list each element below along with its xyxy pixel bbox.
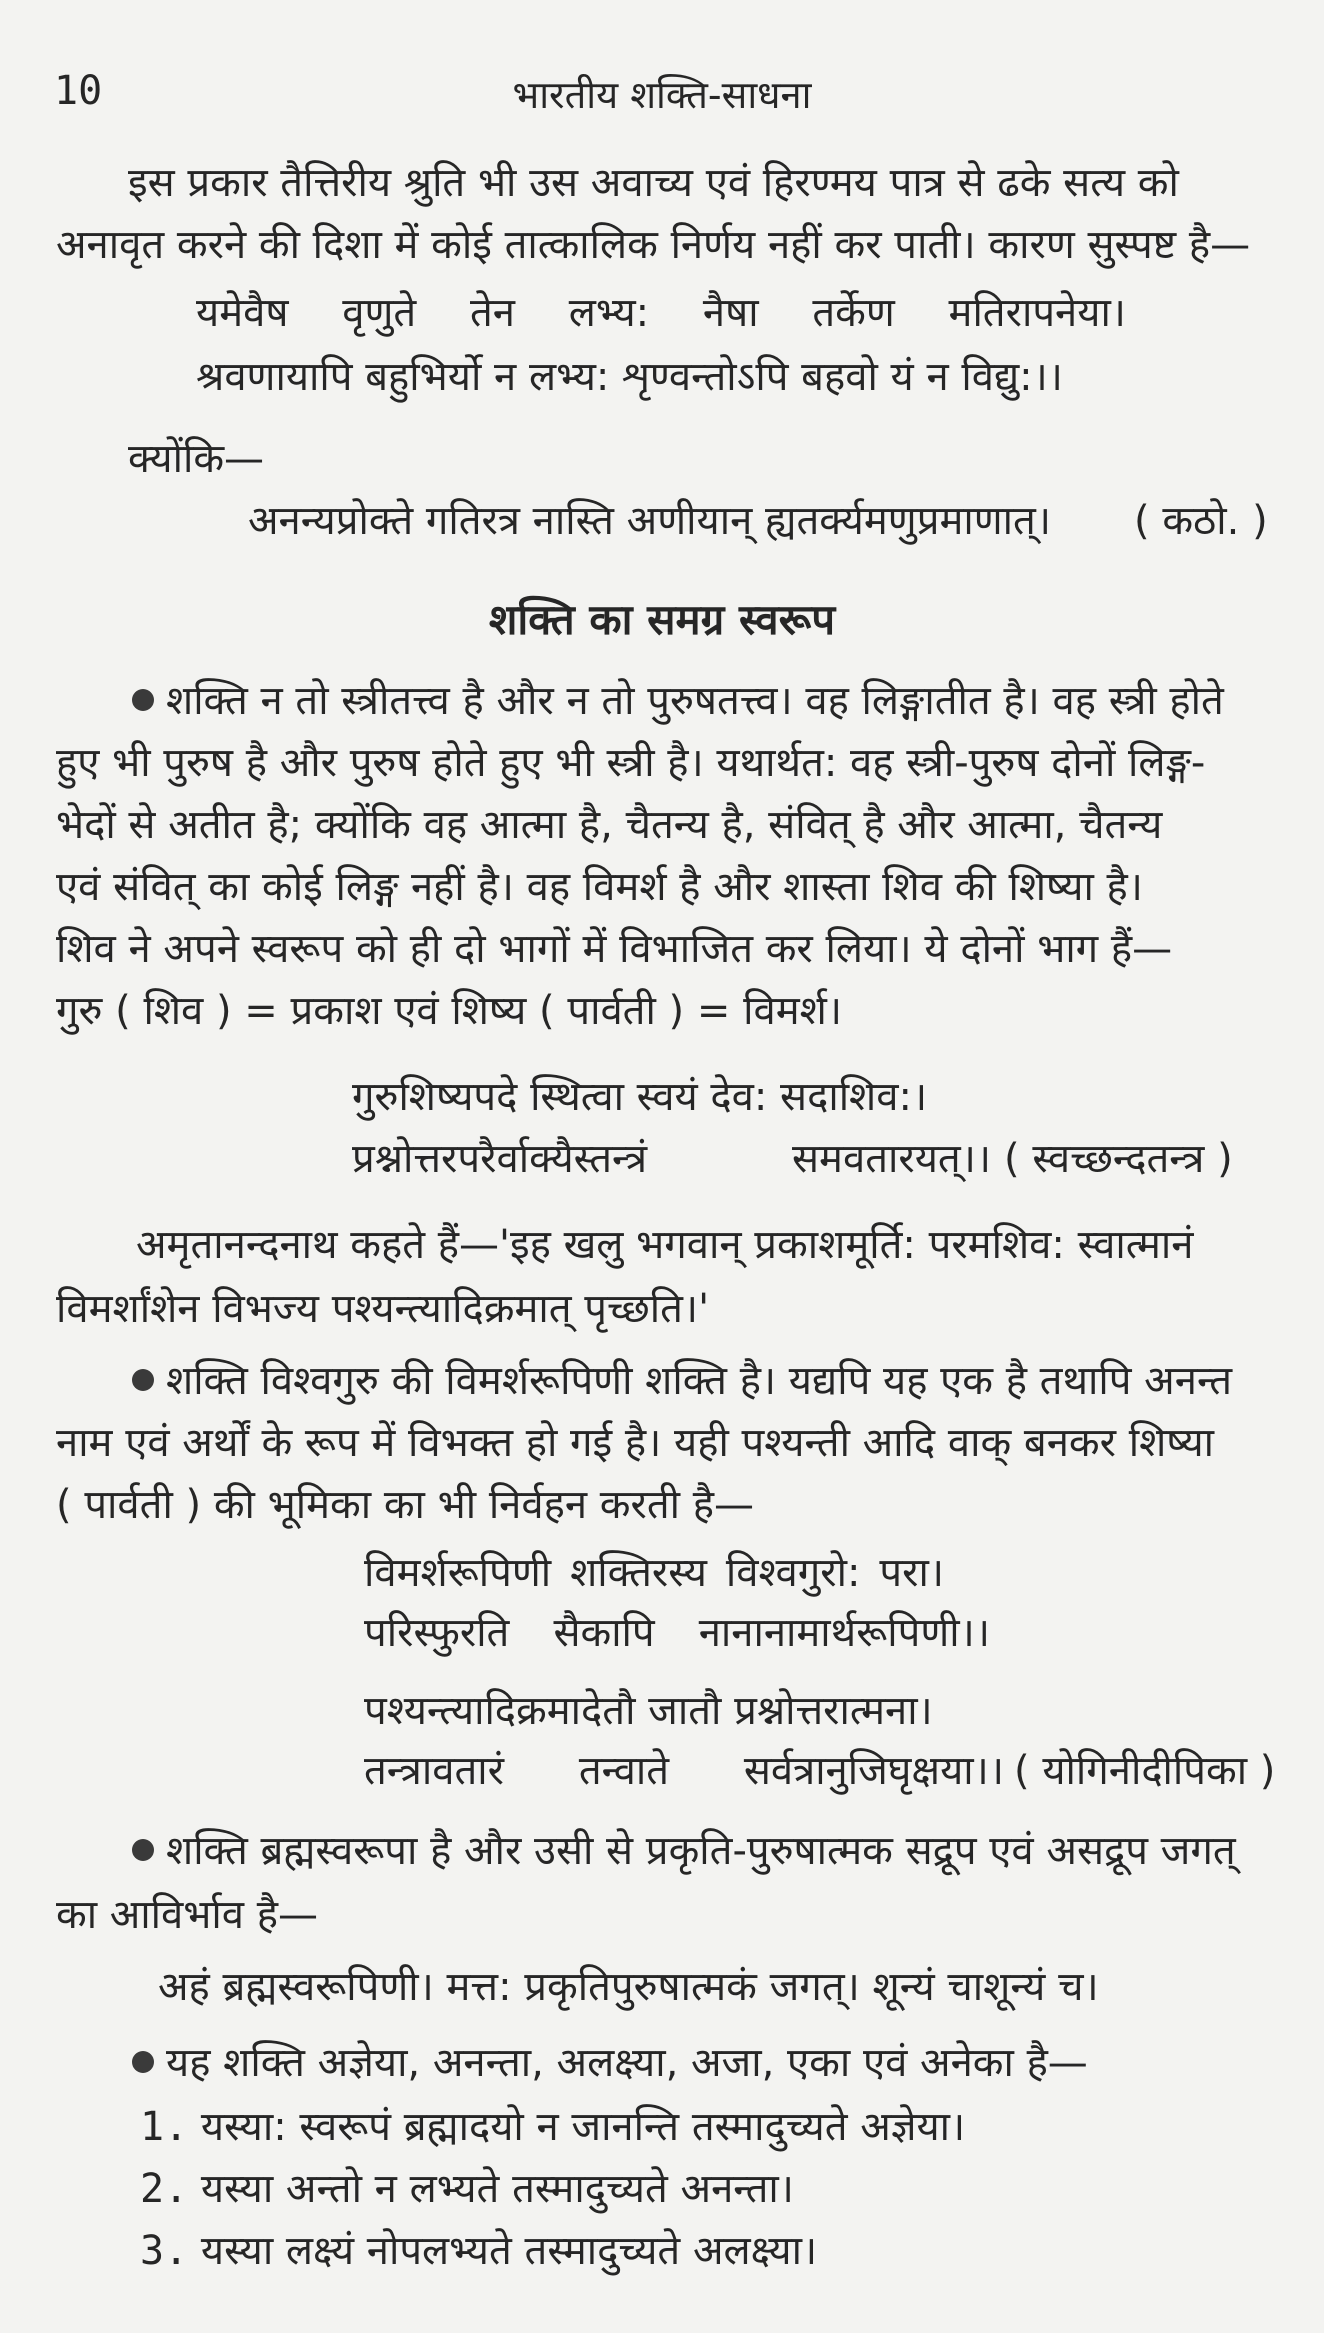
para1-line-5: शिव ने अपने स्वरूप को ही दो भागों में विभाजित कर लिया। ये दोनों भाग हैं— [56,926,1173,972]
intro-line-2: अनावृत करने की दिशा में कोई तात्कालिक निर्णय नहीं कर पाती। कारण सुस्पष्ट है— [56,222,1251,268]
amrita-line-1: अमृतानन्दनाथ कहते हैं—'इह खलु भगवान् प्रकाशमूर्ति: परमशिव: स्वात्मानं [136,1222,1194,1268]
para1-line-1 [132,676,1224,726]
bullet-icon [132,1839,154,1861]
list-item-1 [140,2102,965,2152]
list-text: यस्या अन्तो न लभ्यते तस्मादुच्यते अनन्ता। [200,2166,794,2212]
verse-block2-line-4 [364,1746,1004,1796]
verse-source-katho: ( कठो. ) [1134,498,1268,544]
verse-line-2: श्रवणायापि बहुभिर्यो न लभ्य: शृण्वन्तोऽपि बहवो यं न विद्यु:।। [196,354,1063,400]
verse-word: मतिरापनेया। [948,290,1126,336]
para4-line-1 [132,2038,1088,2088]
list-number: 1. [140,2104,189,2150]
intro-line-1: इस प्रकार तैत्तिरीय श्रुति भी उस अवाच्य एवं हिरण्मय पात्र से ढके सत्य को [128,160,1179,206]
verse-word: तन्त्रावतारं [364,1748,504,1794]
page-number: 10 [54,68,103,114]
verse-word: परा। [879,1550,944,1596]
para3-line-1 [132,1826,1236,1876]
verse-block1-line-2a: प्रश्नोत्तरपरैर्वाक्यैस्तन्त्रं [352,1136,648,1182]
section-heading: शक्ति का समग्र स्वरूप [488,595,836,644]
list-item-2 [140,2164,794,2214]
amrita-line-2: विमर्शांशेन विभज्य पश्यन्त्यादिक्रमात् पृच्छति।' [56,1286,710,1332]
list-text: यस्या: स्वरूपं ब्रह्मादयो न जानन्ति तस्मादुच्यते अज्ञेया। [200,2104,966,2150]
verse-word: तर्केण [812,290,895,336]
para3-line-2: का आविर्भाव है— [56,1892,318,1938]
verse-line-3: अनन्यप्रोक्ते गतिरत्र नास्ति अणीयान् ह्यतर्क्यमणुप्रमाणात्। [248,498,1051,544]
list-number: 3. [140,2228,189,2274]
verse-word: विमर्शरूपिणी [364,1550,552,1596]
verse-word: सैकापि [553,1610,655,1656]
para2-line-3: ( पार्वती ) की भूमिका का भी निर्वहन करती है— [56,1482,754,1528]
verse-block2-line-1 [364,1548,944,1598]
para1-line-3: भेदों से अतीत है; क्योंकि वह आत्मा है, चैतन्य है, संवित् है और आत्मा, चैतन्य [56,802,1163,848]
verse-source-svachchhanda: ( स्वच्छन्दतन्त्र ) [1004,1136,1233,1182]
verse-word: यमेवैष [196,290,289,336]
verse-block1-line-1: गुरुशिष्यपदे स्थित्वा स्वयं देव: सदाशिव:। [352,1074,928,1120]
verse-word: नैषा [702,290,759,336]
verse-block1-line-2b: समवतारयत्।। [792,1136,992,1182]
para1-line-6: गुरु ( शिव ) = प्रकाश एवं शिष्य ( पार्वती ) = विमर्श। [56,988,842,1034]
verse-word: परिस्फुरति [364,1610,510,1656]
para3-verse: अहं ब्रह्मस्वरूपिणी। मत्त: प्रकृतिपुरुषात्मकं जगत्। शून्यं चाशून्यं च। [158,1964,1099,2010]
verse-source-yoginidipika: ( योगिनीदीपिका ) [1014,1748,1276,1794]
verse-word: नानानामार्थरूपिणी।। [698,1610,990,1656]
para4-text: यह शक्ति अज्ञेया, अनन्ता, अलक्ष्या, अजा, एका एवं अनेका है— [166,2040,1088,2086]
list-item-3 [140,2226,817,2276]
bullet-icon [132,2051,154,2073]
verse-word: लभ्य: [568,290,650,336]
verse-word: शक्तिरस्य [570,1550,707,1596]
verse-word: वृणुते [342,290,417,336]
bullet-icon [132,1369,154,1391]
list-text: यस्या लक्ष्यं नोपलभ्यते तस्मादुच्यते अलक्ष्या। [200,2228,818,2274]
para2-text: शक्ति विश्वगुरु की विमर्शरूपिणी शक्ति है। यद्यपि यह एक है तथापि अनन्त [166,1358,1233,1404]
verse-word: सर्वत्रानुजिघृक्षया।। [743,1748,1004,1794]
para2-line-2: नाम एवं अर्थों के रूप में विभक्त हो गई है। यही पश्यन्ती आदि वाक् बनकर शिष्या [56,1420,1215,1466]
verse-block2-line-3: पश्यन्त्यादिक्रमादेतौ जातौ प्रश्नोत्तरात्मना। [364,1688,933,1734]
verse-word: तन्वाते [578,1748,669,1794]
kyonki-label: क्योंकि— [128,436,265,482]
verse-line-1 [196,288,1126,338]
para1-line-4: एवं संवित् का कोई लिङ्ग नहीं है। वह विमर्श है और शास्ता शिव की शिष्या है। [56,864,1143,910]
para1-text: शक्ति न तो स्त्रीतत्त्व है और न तो पुरुषतत्त्व। वह लिङ्गातीत है। वह स्त्री होते [166,678,1224,724]
bullet-icon [132,689,154,711]
running-title: भारतीय शक्ति-साधना [512,73,812,117]
para2-line-1 [132,1356,1232,1406]
verse-word: विश्वगुरो: [725,1550,861,1596]
para1-line-2: हुए भी पुरुष है और पुरुष होते हुए भी स्त्री है। यथार्थत: वह स्त्री-पुरुष दोनों लिङ्ग- [56,740,1206,786]
verse-word: तेन [469,290,515,336]
para3-text: शक्ति ब्रह्मस्वरूपा है और उसी से प्रकृति-पुरुषात्मक सद्रूप एवं असद्रूप जगत् [166,1828,1236,1874]
list-number: 2. [140,2166,189,2212]
verse-block2-line-2 [364,1608,990,1658]
